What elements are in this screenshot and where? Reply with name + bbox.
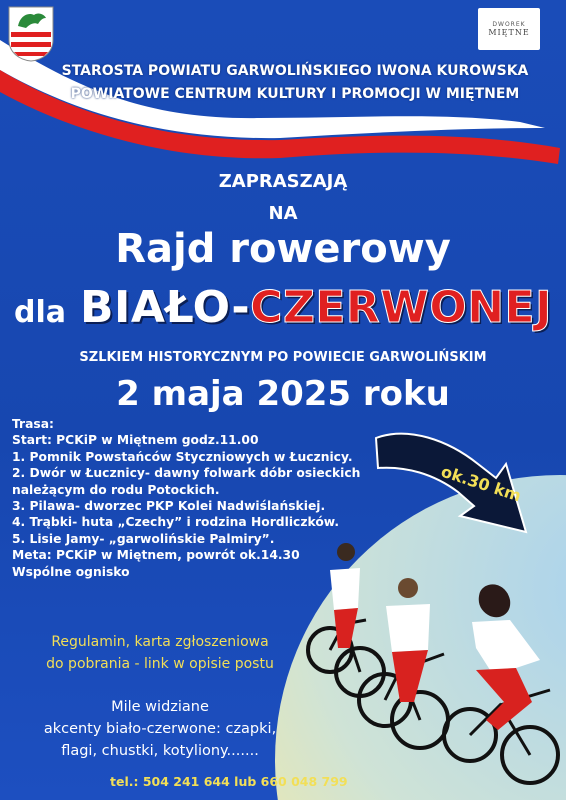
na-text: NA bbox=[268, 203, 298, 224]
cyclist-3-icon bbox=[444, 584, 558, 783]
event-date: 2 maja 2025 roku bbox=[116, 374, 450, 414]
cyclist-1-icon bbox=[308, 543, 384, 696]
phone-number: tel.: 504 241 644 lub 660 048 799 bbox=[110, 774, 348, 789]
welcome-line-2: akcenty biało-czerwone: czapki, bbox=[43, 721, 277, 737]
header-line-2: POWIATOWE CENTRUM KULTURY I PROMOCJI W MIĘTNEM bbox=[70, 86, 520, 102]
invite-text: ZAPRASZAJĄ bbox=[218, 171, 348, 192]
event-title: Rajd rowerowy bbox=[115, 226, 451, 272]
cyclists-illustration bbox=[300, 530, 566, 800]
czerwonej-text: CZERWONEJ bbox=[250, 282, 552, 333]
coat-of-arms-icon bbox=[8, 6, 54, 62]
route-line: 5. Lisie Jamy- „garwolińskie Palmiry”. bbox=[12, 531, 275, 546]
dworek-logo bbox=[478, 8, 540, 50]
distance-label: ok.30 km bbox=[438, 461, 524, 506]
title-dla-line bbox=[0, 282, 566, 333]
bialo-czerwonej-text bbox=[80, 282, 552, 333]
cyclist-2-icon bbox=[359, 578, 448, 748]
rules-line-2: do pobrania - link w opisie postu bbox=[46, 656, 274, 672]
dla-text: dla bbox=[14, 295, 67, 330]
welcome-line-1: Mile widziane bbox=[111, 699, 209, 715]
route-line: Start: PCKiP w Miętnem godz.11.00 bbox=[12, 433, 259, 448]
route-line: Trasa: bbox=[12, 417, 54, 431]
bialo-text: BIAŁO- bbox=[80, 282, 251, 333]
route-line: Wspólne ognisko bbox=[12, 564, 130, 579]
route-line: Meta: PCKiP w Miętnem, powrót ok.14.30 bbox=[12, 548, 300, 563]
header-line-1: STAROSTA POWIATU GARWOLIŃSKIEGO IWONA KUROWSKA bbox=[61, 63, 529, 79]
distance-arrow-icon bbox=[368, 420, 558, 545]
logo-top-text: DWOREK bbox=[492, 21, 526, 28]
subtitle: SZLKIEM HISTORYCZNYM PO POWIECIE GARWOLIŃSKIM bbox=[79, 350, 487, 365]
route-line: 4. Trąbki- huta „Czechy” i rodzina Hordliczków. bbox=[12, 515, 340, 530]
route-line: należącym do rodu Potockich. bbox=[12, 482, 220, 497]
welcome-line-3: flagi, chustki, kotyliony....... bbox=[61, 743, 259, 759]
route-line: 3. Pilawa- dworzec PKP Kolei Nadwiślańskiej. bbox=[12, 499, 326, 514]
route-line: 1. Pomnik Powstańców Styczniowych w Łucznicy. bbox=[12, 449, 353, 464]
rules-line-1: Regulamin, karta zgłoszeniowa bbox=[51, 634, 269, 650]
route-line: 2. Dwór w Łucznicy- dawny folwark dóbr osieckich bbox=[12, 466, 361, 481]
logo-main-text: MIĘTNE bbox=[488, 28, 530, 37]
